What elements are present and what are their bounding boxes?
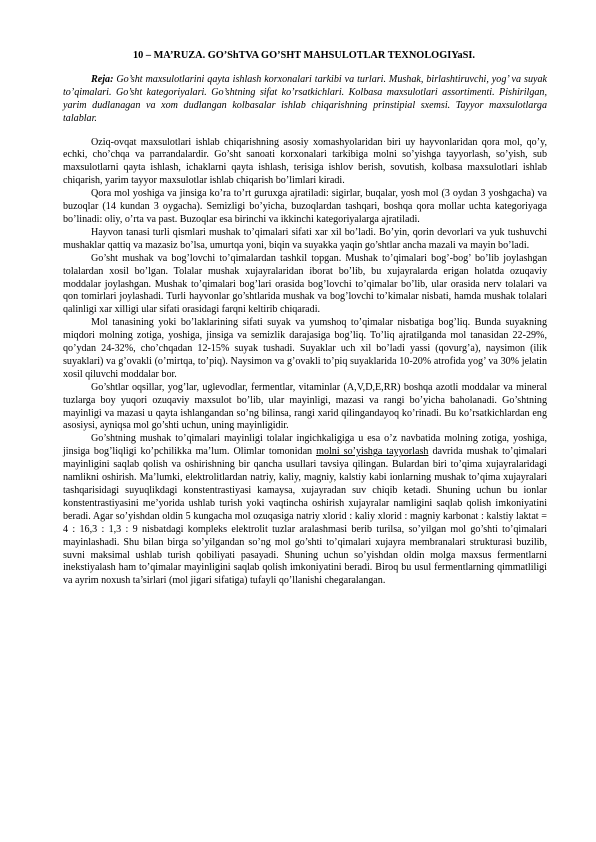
paragraph-7-rest: davrida mushak to’qimalari mayinligini saqlab qolish va oshirishning bir qancha usullari tavsiya qilingan. Bulardan biri to’qima xujayralaridagi namlikni oshirish. Ma’lumki, elektrolitlardan natriy, kaliy, magniy, kalstiy kabi ionlarning mushak to’qima xujayralari tashqarisidagi suyuqlikdagi konstentrastiyasi kamaysa, xujayradan suv chiqib ketadi. Shuning uchun bu ionlar konstentrastiyasini me’yorida ushlab turish yoki vaqtincha oshirish xujayralar namligini saqlab qolish imkoniyatini beradi. Agar so’yishdan oldin 5 kungacha mol ozuqasiga natriy xlorid : kaliy xlorid : magniy karbonat : kalstiy laktat = 4 : 16,3 : 1,3 : 9 nisbatdagi kompleks elektrolit tuzlar aralashmasi berib turilsa, so’yilgan mol go’shti to’qimalari mayinlashadi. Shu bilan birga so’yilgandan so’ng mol go’shti to’qimalari xujayra membranalari strukturasi buzilib, suvni maksimal ushlab turish qobiliyati pasayadi. Shuning uchun so’yishdan oldin molga maxsus fermentlarni inekstiyalash ham to’qimalar mayinligini saqlab qolish imkoniyatini beradi. Biroq bu usul fermentlarning qimmatliligi va ayrim noxush ta’sirlari (mol jigari sifatiga) tufayli qo’llanishi chegaralangan. xyxy=(63,446,547,587)
plan-label: Reja: xyxy=(91,73,114,85)
paragraph-7-start: Go’shtning mushak to’qimalari mayinligi tolalar ingichkaligiga u esa o’z navbatida molning zotiga, yoshiga, jinsiga bog’liqligi ko’pchilikka ma’lum. Olimlar tomonidan xyxy=(63,433,547,458)
paragraph-3: Hayvon tanasi turli qismlari mushak to’qimalari sifati xar xil bo’ladi. Bo’yin, qorin devorlari va yuk tushuvchi mushaklar qattiq va mazasiz bo’lsa, umurtqa yoni, biqin va suyakka yaqin go’shtlar ancha mazali va mayin bo’ladi. xyxy=(63,226,547,251)
paragraph-7 xyxy=(63,433,547,588)
paragraph-1: Oziq-ovqat maxsulotlari ishlab chiqarishning asosiy xomashyolaridan biri uy hayvonlaridan qora mol, qo’y, echki, cho’chqa va parrandalardir. Go’sht sanoati korxonalari tarkibiga molni so’yishga tayyorlash, so’yish, sub maxsulotlarni qayta ishlash, ichaklarni qayta ishlash, terisiga ishlov berish, sovutish, kolbasa maxsulotlari ishlab chiqarish, yarim tayyor maxsulotlar ishlab chiqarish bo’limlari kiradi. xyxy=(63,136,547,187)
underlined-phrase: molni so’yishga tayyorlash xyxy=(316,446,429,458)
plan-text: Go’sht maxsulotlarini qayta ishlash korxonalari tarkibi va turlari. Mushak, birlashtiruvchi, yog’ va suyak to’qimalari. Go’sht kategoriyalari. Go’shtning sifat ko’rsatkichlari. Kolbasa maxsulotlari assortimenti. Pishirilgan, yarim dudlanagan va xom dudlangan kolbasalar ishlab chiqarishning prinstipial sxemsi. Tayyor maxsulotlarga talablar. xyxy=(63,73,547,124)
document-page xyxy=(63,50,547,588)
paragraph-5: Mol tanasining yoki bo’laklarining sifati suyak va yumshoq to’qimalar nisbatiga bog’liq. Bunda suyakning miqdori molning zotiga, yoshiga, jinsiga va semizlik darajasiga bog’liq. To’liq ajratilganda mol tanasidan 22-29%, qo’ydan 24-32%, cho’chqadan 12-15% suyak tushadi. Suyaklar uch xil bo’ladi yassi (qovurg’a), naysimon (ilik suyaklari) va g’ovakli (o’mirtqa, to’piq). Naysimon va g’ovakli to’piq suyaklarida 10-20% atrofida yog’ va 30% jelatin xosil qiluvchi moddalar bor. xyxy=(63,317,547,380)
paragraph-6: Go’shtlar oqsillar, yog’lar, uglevodlar, fermentlar, vitaminlar (A,V,D,E,RR) boshqa azotli moddalar va mineral tuzlarga boy yuqori ozuqaviy maxsulot bo’lib, ular mayinligi, mazasi va rangi bo’yicha baholanadi. Go’shtning mayinligi va mazasi u qayta ishlangandan so’ng bilinsa, rangi xarid qilingandayoq ko’rinadi. Bu ko’rsatkichlardan eng asosiysi, ayniqsa mol go’shti uchun, uning mayinligidir. xyxy=(63,381,547,432)
lecture-plan xyxy=(63,74,547,126)
paragraph-4: Go’sht mushak va bog’lovchi to’qimalardan tashkil topgan. Mushak to’qimalari bog’-bog’ bo’lib joylashgan tolalardan xosil bo’lgan. Tolalar mushak xujayralaridan iborat bo’lib, bu xujayralarda erigan holatda ozuqaviy moddalar joylashgan. Mushak to’qimalari bog’lari orasida bog’lovchi to’qimalar bo’lib, ular orasida nerv tolalari va qon tomirlari joylashadi. Turli hayvonlar go’shtlarida mushak va bog’lovchi to’kimalar nisbati, hamda mushak tolalari qalinligi xar xilligi ular sifati orasidagi farqni keltirib chiqaradi. xyxy=(63,252,547,316)
lecture-title: 10 – MA’RUZA. GO’ShTVA GO’SHT MAHSULOTLAR TEXNOLOGIYaSI. xyxy=(133,50,475,61)
paragraph-2: Qora mol yoshiga va jinsiga ko’ra to’rt guruxga ajratiladi: sigirlar, buqalar, yosh mol (3 oydan 3 yoshgacha) va buzoqlar (14 kundan 3 oygacha). Semizligi bo’yicha, buzoqlardan tashqari, boshqa qora mollar uchta kategoriyaga bo’linadi: oliy, o’rta va past. Buzoqlar esa birinchi va ikkinchi kategoriyalarga ajratiladi. xyxy=(63,188,547,225)
